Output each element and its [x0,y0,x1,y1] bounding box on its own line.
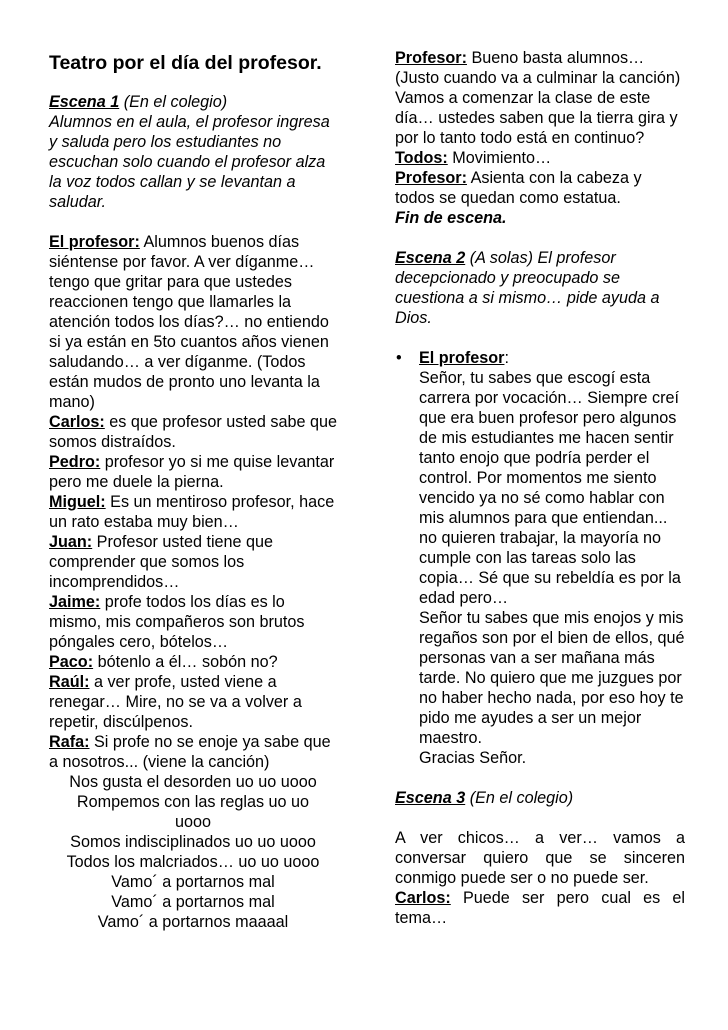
scene2-heading: Escena 2 [395,249,466,267]
dialogue-line [395,48,685,148]
dialogue-line [49,652,337,672]
speaker-name: El profesor: [49,233,140,251]
dialogue-line [49,412,337,452]
dialogue-line [49,492,337,532]
dialogue-line [49,532,337,592]
dialogue-line [49,732,337,772]
speaker-colon: : [504,349,509,367]
speaker-name: Paco: [49,653,94,671]
speaker-name: El profesor [419,349,505,367]
prayer-list-item [395,348,685,768]
dialogue-text: Asienta con la cabeza y todos se quedan como estatua. [395,169,642,207]
dialogue-text: Movimiento… [447,149,552,167]
speaker-name: Miguel: [49,493,106,511]
scene1-heading-line [49,92,337,112]
song-line: Somos indisciplinados uo uo uooo [70,833,316,851]
scene3-heading-line [395,788,685,808]
dialogue-text: Profesor usted tiene que comprender que somos los incomprendidos… [49,533,274,591]
speaker-name: Juan: [49,533,93,551]
dialogue-text: profesor yo si me quise levantar pero me duele la pierna. [49,453,335,491]
prayer-closing: Gracias Señor. [419,749,527,767]
speaker-name: Rafa: [49,733,90,751]
song-line: Vamo´ a portarnos mal [111,893,275,911]
dialogue-text: bótenlo a él… sobón no? [93,653,278,671]
scene2-heading-line [395,248,685,328]
dialogue-text: es que profesor usted sabe que somos distraídos. [49,413,337,451]
song-lyrics [43,772,343,932]
dialogue-line [395,148,685,168]
speaker-name: Todos: [395,149,448,167]
dialogue-text: a ver profe, usted viene a renegar… Mire, no se va a volver a repetir, discúlpenos. [49,673,302,731]
scene3-heading: Escena 3 [395,789,466,807]
dialogue-line [49,592,337,652]
prayer-speaker-line [419,348,685,368]
dialogue-line [49,232,337,412]
speaker-name: Profesor: [395,49,467,67]
speaker-name: Profesor: [395,169,467,187]
dialogue-line [395,888,685,928]
dialogue-text: Si profe no se enoje ya sabe que a nosotros... (viene la canción) [49,733,331,771]
dialogue-line [49,452,337,492]
scene1-setting: (En el colegio) [119,93,228,111]
dialogue-text: profe todos los días es lo mismo, mis compañeros son brutos póngales cero, bótelos… [49,593,305,651]
dialogue-line [49,672,337,732]
song-line: Nos gusta el desorden uo uo uooo [69,773,317,791]
song-line: Todos los malcriados… uo uo uooo [66,853,320,871]
dialogue-text: Puede ser pero cual es el tema… [395,889,685,927]
dialogue-line [395,168,685,208]
left-column [49,48,337,932]
right-column [395,48,685,928]
dialogue-text: Bueno basta alumnos… (Justo cuando va a culminar la canción) Vamos a comenzar la clase de este día… ustedes saben que la tierra gira y por lo tanto todo está en continuo? [395,49,681,147]
scene2-setting: (A solas) El profesor decepcionado y preocupado se cuestiona a si mismo… pide ayuda a Dios. [395,249,660,327]
song-line: Rompemos con las reglas uo uo uooo [76,793,310,831]
scene3-intro: A ver chicos… a ver… vamos a conversar quiero que se sinceren conmigo puede ser o no puede ser. [395,829,685,887]
dialogue-text: Alumnos buenos días siéntense por favor. A ver díganme… tengo que gritar para que ustedes reaccionen tengo que llamarles la atención todos los días?… no entiendo si ya están en 5to cuantos años vienen saludando… a ver díganme. (Todos están mudos de pronto uno levanta la mano) [49,233,329,411]
speaker-name: Carlos: [395,889,451,907]
song-line: Vamo´ a portarnos mal [111,873,275,891]
scene1-description: Alumnos en el aula, el profesor ingresa y saluda pero los estudiantes no escuchan solo cuando el profesor alza la voz todos callan y se levantan a saludar. [49,113,330,211]
speaker-name: Jaime: [49,593,101,611]
scene1-heading: Escena 1 [49,93,120,111]
speaker-name: Carlos: [49,413,105,431]
document-title: Teatro por el día del profesor. [49,52,322,74]
song-line: Vamo´ a portarnos maaaal [97,913,289,931]
dialogue-text: Es un mentiroso profesor, hace un rato estaba muy bien… [49,493,335,531]
scene3-setting: (En el colegio) [465,789,574,807]
prayer-paragraph: Señor tu sabes que mis enojos y mis regaños son por el bien de ellos, qué personas van a ser mañana más tarde. No quiero que me juzgues por no haber hecho nada, por eso hoy te pido me ayudes a ser un mejor maestro. [419,609,685,747]
bullet-icon: • [396,349,402,367]
scene-end: Fin de escena. [395,209,507,227]
prayer-paragraph: Señor, tu sabes que escogí esta carrera por vocación… Siempre creí que era buen profesor pero algunos de mis estudiantes me hacen sentir tanto enojo que podría perder el control. Por momentos me siento vencido ya no sé como hablar con mis alumnos para que entiendan... no quieren trabajar, la mayoría no cumple con las tareas solo las copia… Sé que su rebeldía es por la edad pero… [419,369,681,607]
speaker-name: Raúl: [49,673,90,691]
speaker-name: Pedro: [49,453,101,471]
